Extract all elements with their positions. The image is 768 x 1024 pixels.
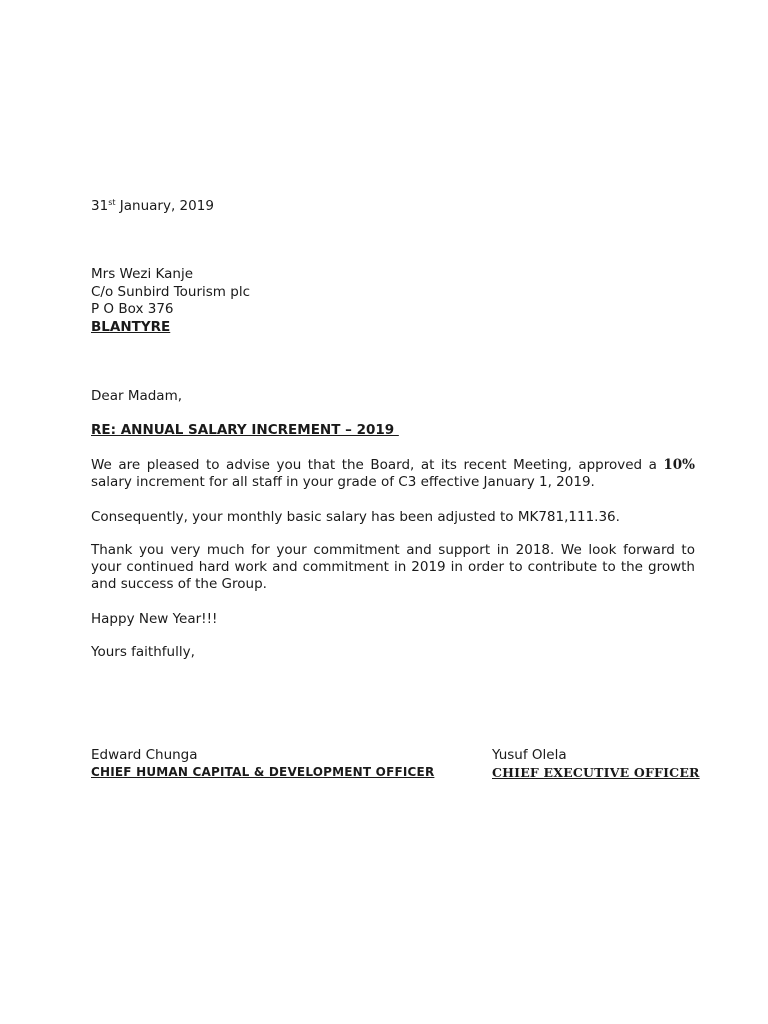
increment-percentage: 10% bbox=[663, 457, 695, 473]
date-day: 31 bbox=[91, 198, 109, 214]
paragraph-increment bbox=[91, 457, 695, 491]
paragraph-increment-before: We are pleased to advise you that the Board, at its recent Meeting, approved a bbox=[91, 457, 664, 473]
date-suffix: st bbox=[108, 198, 116, 207]
subject-line: RE: ANNUAL SALARY INCREMENT – 2019 bbox=[91, 422, 399, 438]
letter-date bbox=[91, 198, 695, 215]
paragraph-thanks: Thank you very much for your commitment and support in 2018. We look forward to your continued hard work and commitment in 2019 in order to contribute to the growth and success of the Group. bbox=[91, 542, 695, 592]
recipient-address bbox=[91, 266, 695, 336]
recipient-company: C/o Sunbird Tourism plc bbox=[91, 283, 250, 300]
recipient-name: Mrs Wezi Kanje bbox=[91, 266, 194, 282]
date-rest: January, 2019 bbox=[115, 198, 214, 214]
signatory-left bbox=[91, 747, 434, 781]
recipient-city: BLANTYRE bbox=[91, 318, 171, 335]
closing: Yours faithfully, bbox=[91, 644, 195, 660]
paragraph-increment-after: salary increment for all staff in your grade of C3 effective January 1, 2019. bbox=[91, 474, 595, 490]
paragraph-salary: Consequently, your monthly basic salary has been adjusted to MK781,111.36. bbox=[91, 509, 620, 525]
signatory-name: Yusuf Olela bbox=[492, 747, 567, 763]
recipient-box: P O Box 376 bbox=[91, 301, 174, 317]
salutation: Dear Madam, bbox=[91, 388, 183, 404]
signatory-right bbox=[492, 747, 700, 781]
signatory-title: CHIEF HUMAN CAPITAL & DEVELOPMENT OFFICER bbox=[91, 765, 435, 779]
signatory-name: Edward Chunga bbox=[91, 747, 198, 763]
signatory-title: CHIEF EXECUTIVE OFFICER bbox=[492, 765, 700, 780]
paragraph-greeting: Happy New Year!!! bbox=[91, 611, 218, 627]
